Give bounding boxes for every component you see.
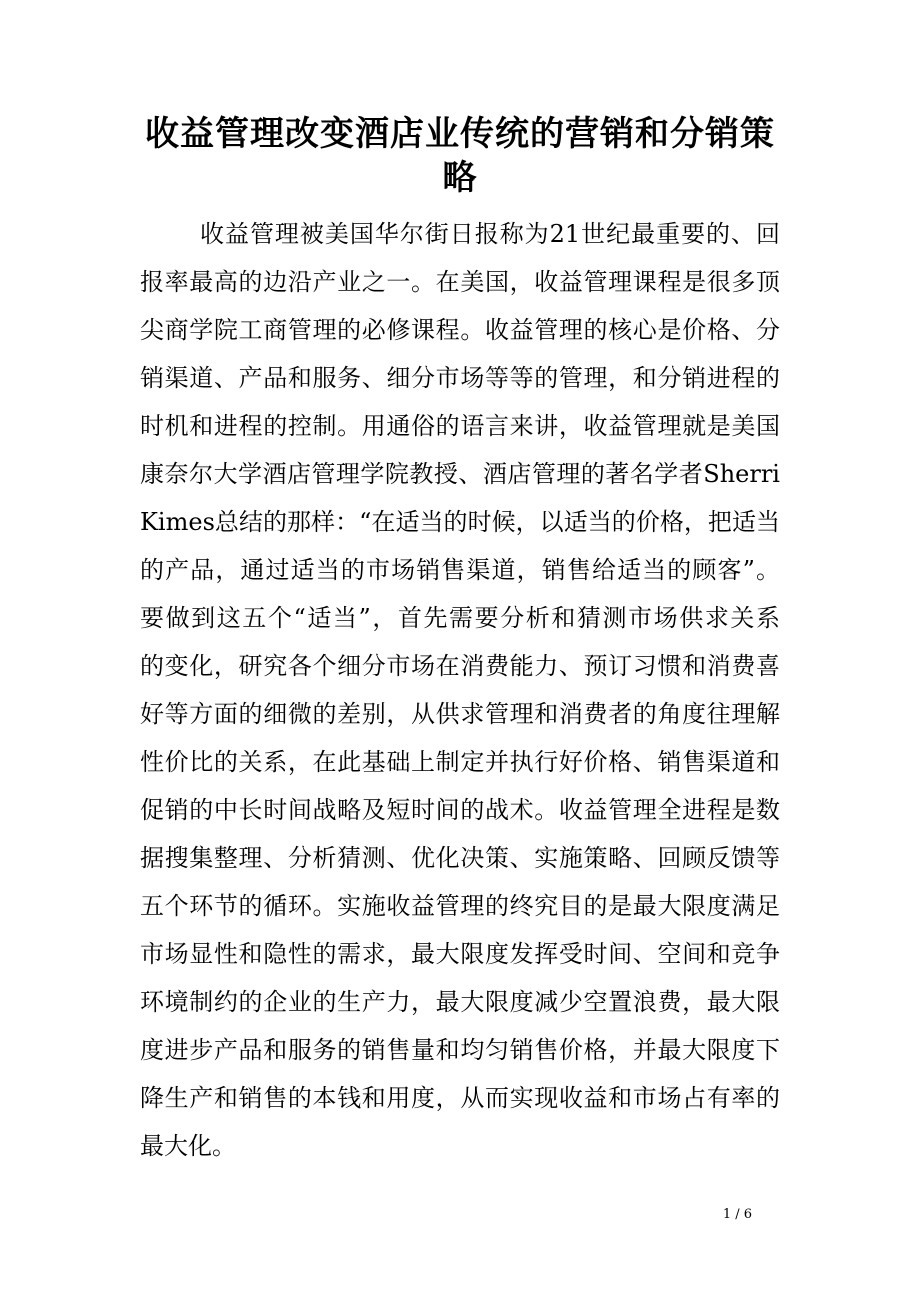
paragraph-line: 收益管理被美国华尔街日报称为21世纪最重要的、回 (200, 220, 780, 248)
paragraph-line: 据搜集整理、分析猜测、优化决策、实施策略、回顾反馈等 (140, 844, 780, 872)
paragraph-line: 最大化。 (140, 1132, 236, 1160)
body-paragraph (140, 210, 780, 1170)
paragraph-line: 的变化，研究各个细分市场在消费能力、预订习惯和消费喜 (140, 652, 780, 680)
paragraph-line: 好等方面的细微的差别，从供求管理和消费者的角度往理解 (140, 700, 780, 728)
paragraph-line: Kimes总结的那样：“在适当的时候，以适当的价格，把适当 (140, 508, 780, 536)
paragraph-line: 报率最高的边沿产业之一。在美国，收益管理课程是很多顶 (140, 268, 780, 296)
paragraph-line: 促销的中长时间战略及短时间的战术。收益管理全进程是数 (140, 796, 780, 824)
paragraph-line: 要做到这五个“适当”，首先需要分析和猜测市场供求关系 (140, 604, 780, 632)
paragraph-line: 降生产和销售的本钱和用度，从而实现收益和市场占有率的 (140, 1084, 780, 1112)
paragraph-line: 市场显性和隐性的需求，最大限度发挥受时间、空间和竞争 (140, 940, 780, 968)
paragraph-line: 度进步产品和服务的销售量和均匀销售价格，并最大限度下 (140, 1036, 780, 1064)
paragraph-line: 环境制约的企业的生产力，最大限度减少空置浪费，最大限 (140, 988, 780, 1016)
paragraph-line: 时机和进程的控制。用通俗的语言来讲，收益管理就是美国 (140, 412, 780, 440)
document-title (140, 112, 780, 200)
title-line: 略 (442, 158, 478, 198)
paragraph-line: 康奈尔大学酒店管理学院教授、酒店管理的著名学者Sherri (140, 460, 780, 488)
title-line: 收益管理改变酒店业传统的营销和分销策 (145, 114, 775, 154)
page-number: 1 / 6 (722, 1207, 752, 1222)
paragraph-line: 性价比的关系，在此基础上制定并执行好价格、销售渠道和 (140, 748, 780, 776)
paragraph-line: 尖商学院工商管理的必修课程。收益管理的核心是价格、分 (140, 316, 780, 344)
paragraph-line: 五个环节的循环。实施收益管理的终究目的是最大限度满足 (140, 892, 780, 920)
paragraph-line: 销渠道、产品和服务、细分市场等等的管理，和分销进程的 (140, 364, 780, 392)
paragraph-line: 的产品，通过适当的市场销售渠道，销售给适当的顾客”。 (140, 556, 780, 584)
